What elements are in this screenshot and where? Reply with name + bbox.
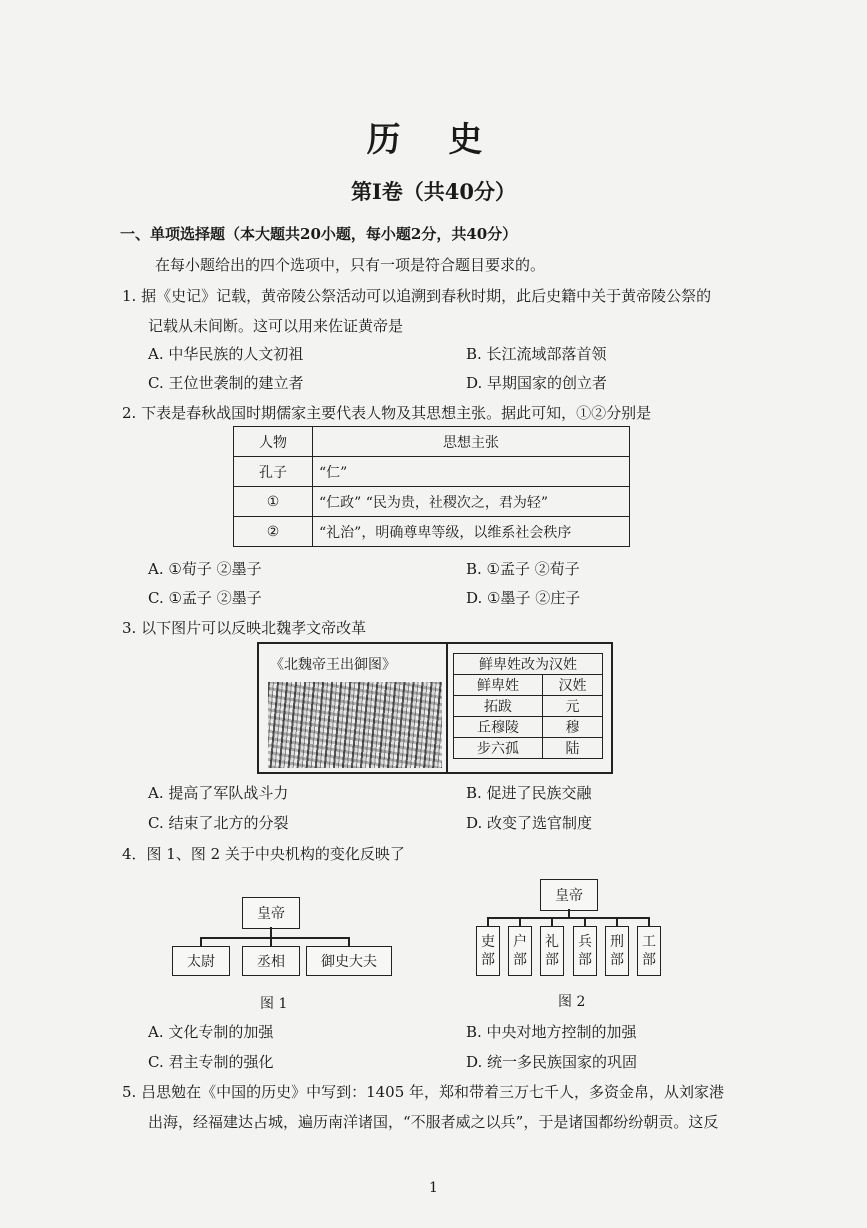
table-title: 鲜卑姓改为汉姓: [454, 654, 603, 675]
q4-option-c: C. 君主专制的强化: [148, 1053, 274, 1071]
q3-surname-table: [453, 653, 603, 759]
table-cell: 拓跋: [454, 696, 543, 717]
page-title: 历 史: [366, 120, 501, 160]
paper-subtitle: 第Ⅰ卷（共40分）: [350, 179, 517, 204]
q1-option-d: D. 早期国家的创立者: [466, 374, 608, 392]
q1-option-b: B. 长江流域部落首领: [466, 345, 607, 363]
fig2-emperor-box: 皇帝: [540, 879, 598, 911]
table-cell: 丘穆陵: [454, 717, 543, 738]
fig1-connector: [200, 937, 202, 946]
fig2-ministry-justice-box: 刑部: [605, 926, 629, 976]
table-row: [234, 487, 630, 517]
fig2-ministry-works-box: 工部: [637, 926, 661, 976]
page-number: 1: [429, 1180, 438, 1196]
fig2-connector: [584, 917, 586, 926]
table-header-cell: 鲜卑姓: [454, 675, 543, 696]
fig1-connector: [270, 937, 272, 946]
q3-option-a: A. 提高了军队战斗力: [148, 784, 289, 802]
fig1-emperor-box: 皇帝: [242, 897, 300, 929]
fig1-censor-box: 御史大夫: [306, 946, 392, 976]
table-header-row: [454, 675, 603, 696]
q1-stem-line1: 1. 据《史记》记载，黄帝陵公祭活动可以追溯到春秋时期，此后史籍中关于黄帝陵公祭的: [122, 287, 712, 305]
q5-stem-line1: 5. 吕思勉在《中国的历史》中写到：1405 年，郑和带着三万七千人，多资金帛，从刘家港: [122, 1083, 725, 1101]
q3-figure-divider: [446, 642, 448, 774]
fig2-connector: [648, 917, 650, 926]
q3-stem: 3. 以下图片可以反映北魏孝文帝改革: [122, 619, 367, 637]
table-header-cell: 思想主张: [313, 427, 630, 457]
table-cell: 步六孤: [454, 738, 543, 759]
northern-wei-procession-painting: [268, 682, 442, 768]
fig1-chancellor-box: 丞相: [242, 946, 300, 976]
table-header-row: [234, 427, 630, 457]
table-cell: 元: [542, 696, 602, 717]
table-cell: “仁”: [313, 457, 630, 487]
table-cell: 陆: [542, 738, 602, 759]
q4-option-d: D. 统一多民族国家的巩固: [466, 1053, 638, 1071]
q1-stem-line2: 记载从未间断。这可以用来佐证黄帝是: [148, 317, 404, 335]
q2-table: [233, 426, 630, 547]
section-heading: 一、单项选择题（本大题共20小题，每小题2分，共40分）: [120, 225, 518, 243]
q2-option-c: C. ①孟子 ②墨子: [148, 589, 262, 607]
q2-option-b: B. ①孟子 ②荀子: [466, 560, 580, 578]
q1-option-a: A. 中华民族的人文初祖: [148, 345, 304, 363]
q3-option-c: C. 结束了北方的分裂: [148, 814, 289, 832]
table-row: [454, 717, 603, 738]
q3-painting-caption: 《北魏帝王出御图》: [270, 657, 396, 673]
table-cell: ②: [234, 517, 313, 547]
fig2-connector: [551, 917, 553, 926]
fig1-taiwei-box: 太尉: [172, 946, 230, 976]
table-cell: “仁政” “民为贵，社稷次之，君为轻”: [313, 487, 630, 517]
table-header-cell: 汉姓: [542, 675, 602, 696]
q2-stem: 2. 下表是春秋战国时期儒家主要代表人物及其思想主张。据此可知，①②分别是: [122, 404, 652, 422]
table-cell: 穆: [542, 717, 602, 738]
fig1-connector: [348, 937, 350, 946]
q4-stem: 4．图 1、图 2 关于中央机构的变化反映了: [122, 845, 405, 863]
table-row: [234, 457, 630, 487]
q1-option-c: C. 王位世袭制的建立者: [148, 374, 304, 392]
table-row: [234, 517, 630, 547]
q3-option-d: D. 改变了选官制度: [466, 814, 593, 832]
table-cell: ①: [234, 487, 313, 517]
fig2-connector: [519, 917, 521, 926]
q5-stem-line2: 出海，经福建达占城，遍历南洋诸国，“不服者威之以兵”，于是诸国都纷纷朝贡。这反: [148, 1113, 719, 1131]
table-cell: 孔子: [234, 457, 313, 487]
fig1-connector: [200, 937, 348, 939]
q4-option-a: A. 文化专制的加强: [148, 1023, 274, 1041]
fig2-connector: [616, 917, 618, 926]
fig2-ministry-revenue-box: 户部: [508, 926, 532, 976]
table-row: [454, 696, 603, 717]
section-instruction: 在每小题给出的四个选项中，只有一项是符合题目要求的。: [155, 256, 546, 274]
q3-option-b: B. 促进了民族交融: [466, 784, 592, 802]
fig2-ministry-rites-box: 礼部: [540, 926, 564, 976]
fig1-connector: [270, 927, 272, 937]
fig2-connector: [487, 917, 489, 926]
table-row: [454, 738, 603, 759]
fig1-label: 图 1: [260, 996, 288, 1012]
fig2-label: 图 2: [558, 994, 586, 1010]
q4-option-b: B. 中央对地方控制的加强: [466, 1023, 637, 1041]
table-header-cell: 人物: [234, 427, 313, 457]
fig2-connector: [568, 909, 570, 917]
table-cell: “礼治”，明确尊卑等级，以维系社会秩序: [313, 517, 630, 547]
fig2-ministry-war-box: 兵部: [573, 926, 597, 976]
fig2-connector: [487, 917, 649, 919]
q2-option-a: A. ①荀子 ②墨子: [148, 560, 262, 578]
fig2-ministry-personnel-box: 吏部: [476, 926, 500, 976]
q2-option-d: D. ①墨子 ②庄子: [466, 589, 581, 607]
